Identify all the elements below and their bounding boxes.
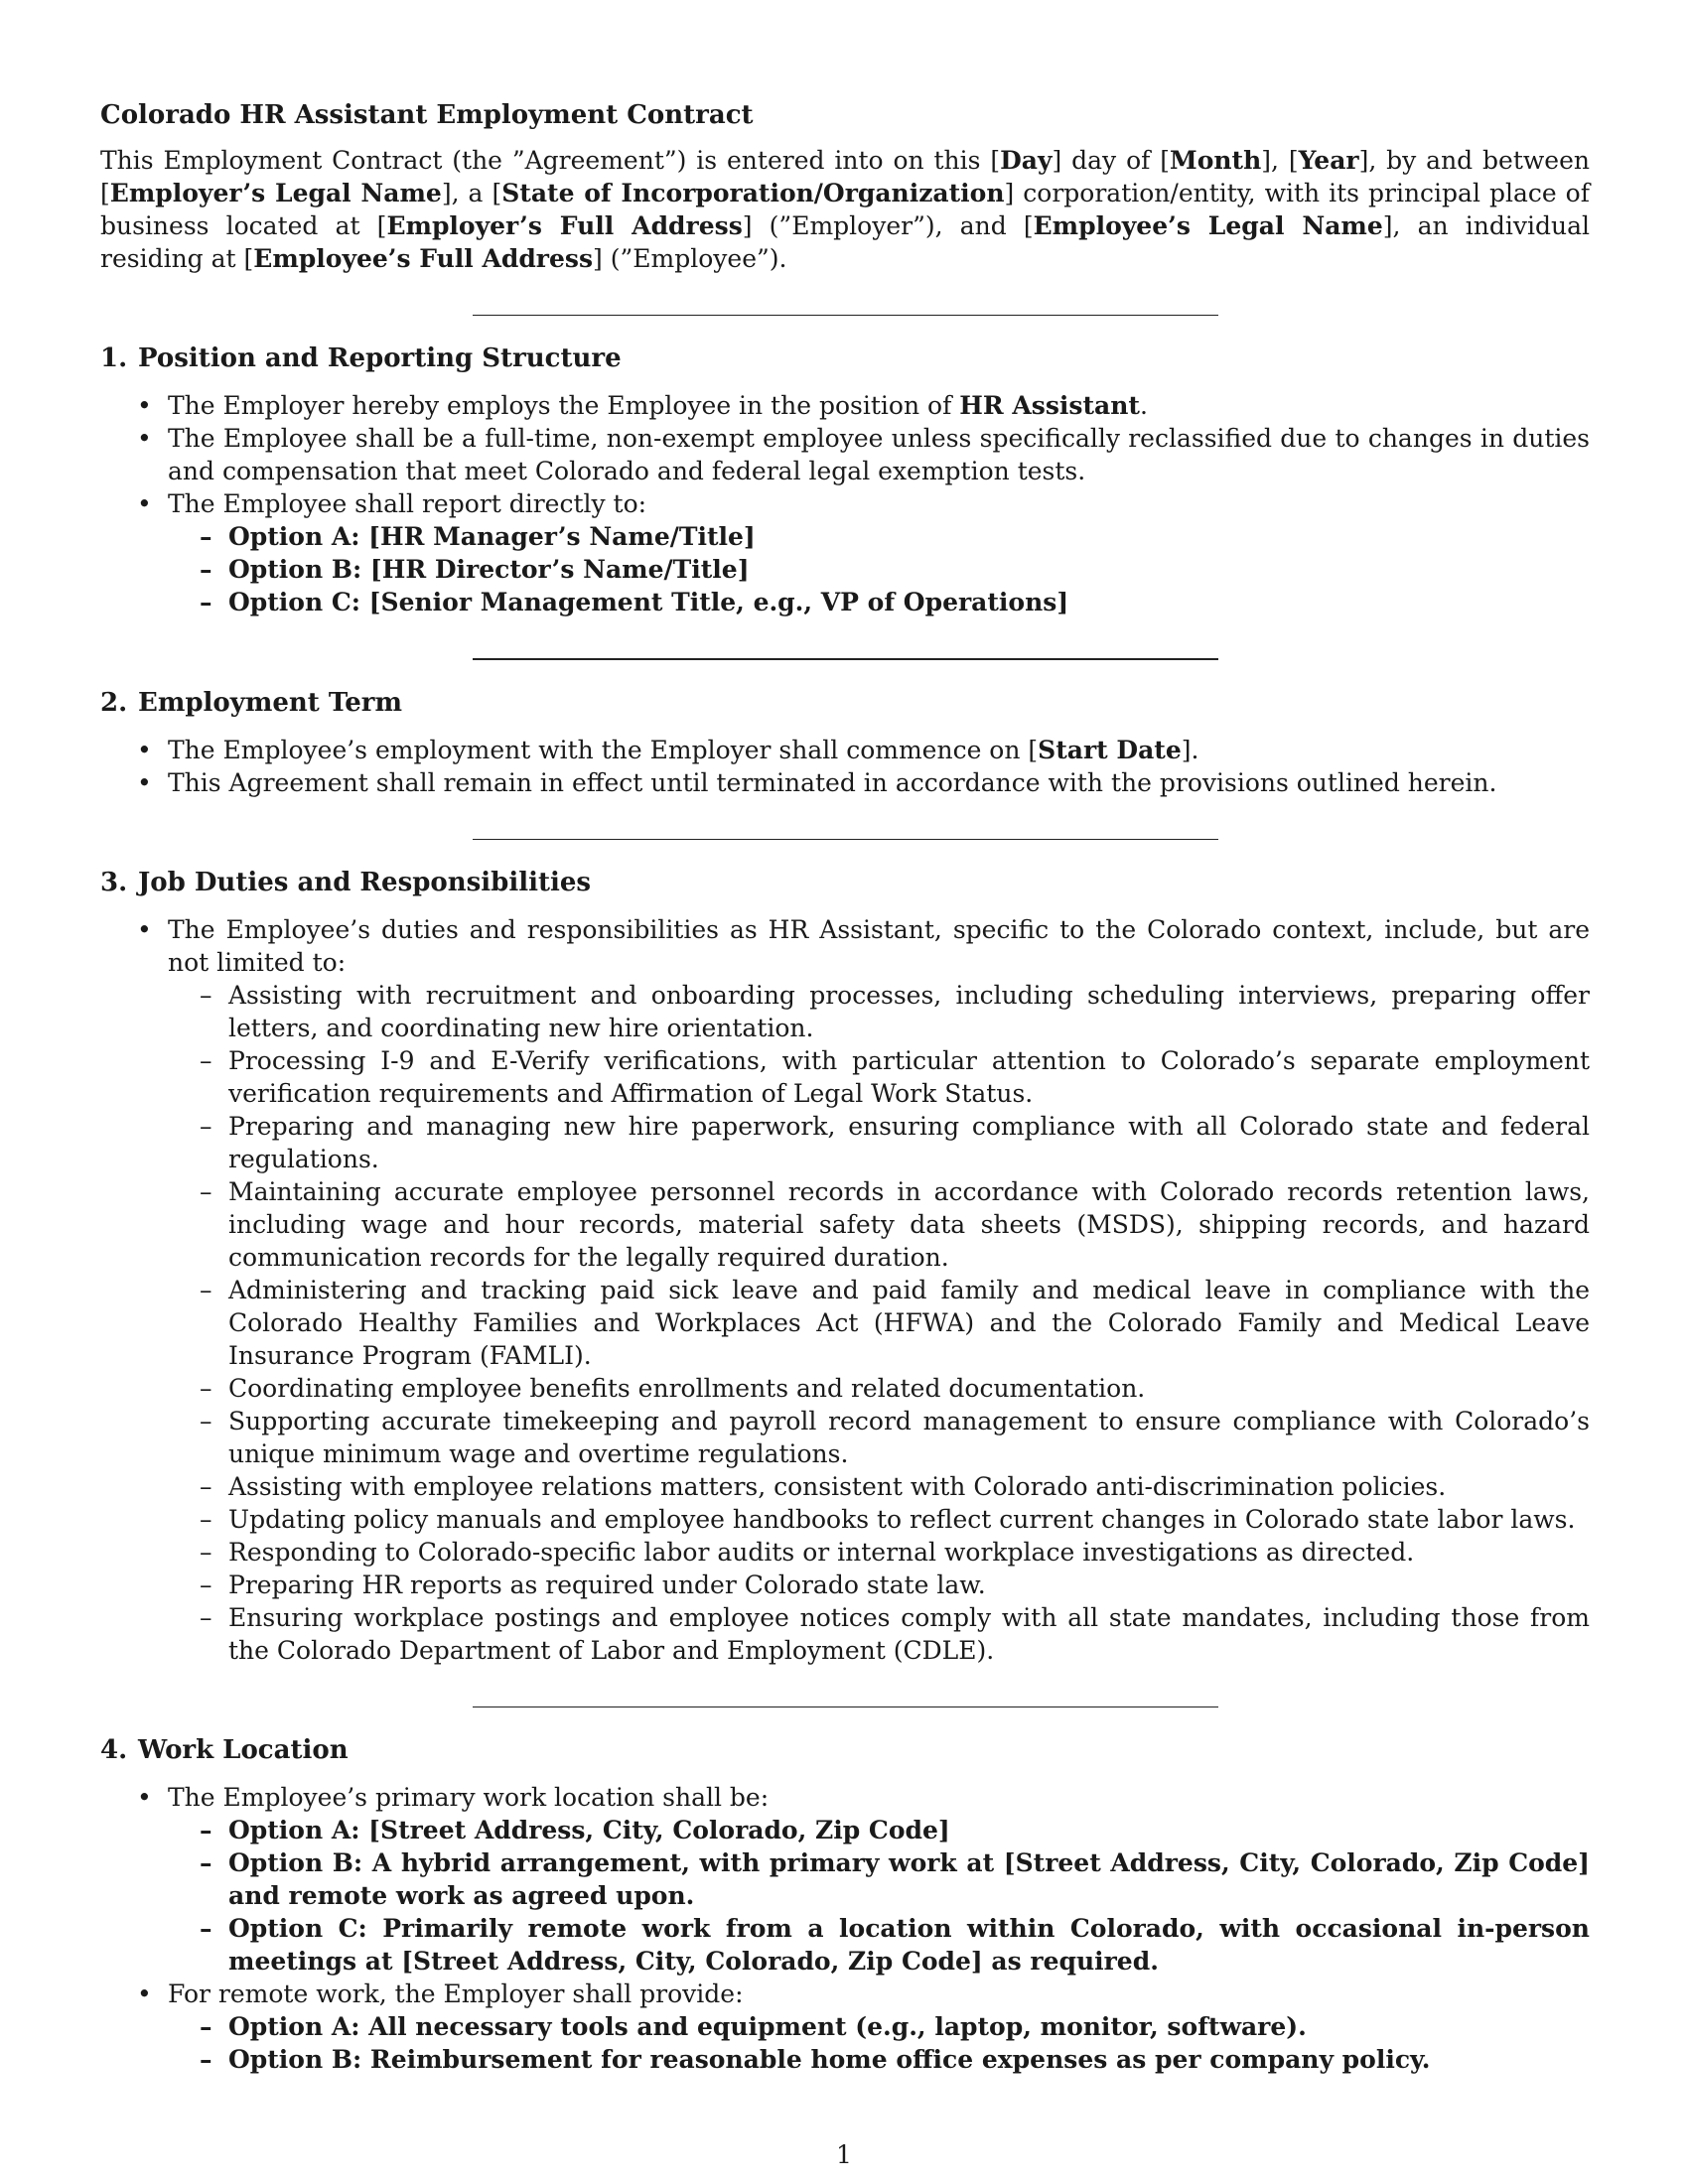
intro-paragraph: This Employment Contract (the ”Agreement”) is entered into on this [Day] day of [Month], [Year], by and between [Employer’s Legal Name], a [State of Incorporation/Organization] corporation/entity, with its principal place of business located at [Employer’s Full Address] (”Employer”), and [Employee’s Legal Name], an individual residing at [Employee’s Full Address] (”Employee”). <box>100 146 1590 273</box>
page-number: 1 <box>836 2140 852 2169</box>
document-page <box>100 99 1590 2076</box>
duty-item: – Maintaining accurate employee personnel records in accordance with Colorado records retention laws, including wage and hour records, material safety data sheets (MSDS), shipping records, and hazard communication records for the legally required duration. <box>168 1175 1590 1274</box>
location-option-a: – Option A: [Street Address, City, Colorado, Zip Code] <box>168 1814 1590 1846</box>
duty-item: – Administering and tracking paid sick leave and paid family and medical leave in compliance with the Colorado Healthy Families and Workplaces Act (HFWA) and the Colorado Family and Medical Leave Insurance Program (FAMLI). <box>168 1274 1590 1372</box>
list-item: • The Employee’s primary work location shall be: – Option A: [Street Address, City, Colorado, Zip Code] – Option B: A hybrid arrangement, with primary work at [Street Address, City, Colorado, Zip Code] and remote work as agreed upon. – Option C: Primarily remote work from a location within Colorado, with occasional in-person meetings at [Street Address, City, Colorado, Zip Code] as required. <box>100 1781 1590 1978</box>
duty-item: – Preparing HR reports as required under Colorado state law. <box>168 1569 1590 1601</box>
list-item: • The Employee shall be a full-time, non-exempt employee unless specifically reclassified due to changes in duties and compensation that meet Colorado and federal legal exemption tests. <box>100 422 1590 487</box>
section-heading: 1. Position and Reporting Structure <box>100 343 622 373</box>
section-duties <box>100 867 1590 1667</box>
list-item: • This Agreement shall remain in effect until terminated in accordance with the provisions outlined herein. <box>100 766 1590 799</box>
reporting-option-c: – Option C: [Senior Management Title, e.g., VP of Operations] <box>168 586 1590 618</box>
section-heading: 3. Job Duties and Responsibilities <box>100 868 592 897</box>
section-divider <box>473 1706 1218 1707</box>
reporting-option-b: – Option B: [HR Director’s Name/Title] <box>168 553 1590 586</box>
section-divider <box>473 315 1218 316</box>
section-position <box>100 342 1590 618</box>
section-divider <box>473 839 1218 840</box>
list-item: • The Employee’s duties and responsibilities as HR Assistant, specific to the Colorado context, include, but are not limited to: – Assisting with recruitment and onboarding processes, including scheduling interviews, preparing offer letters, and coordinating new hire orientation. – Processing I-9 and E-Verify verifications, with particular attention to Colorado’s separate employment verification requirements and Affirmation of Legal Work Status. – Preparing and managing new hire paperwork, ensuring compliance with all Colorado state and federal regulations. – Maintaining accurate employee personnel records in accordance with Colorado records retention laws, including wage and hour records, material safety data sheets (MSDS), shipping records, and hazard communication records for the legally required duration. – Administering and tracking paid sick leave and paid family and medical leave in compliance with the Colorado Healthy Families and Workplaces Act (HFWA) and the Colorado Family and Medical Leave Insurance Program (FAMLI). – Coordinating employee benefits enrollments and related documentation. – Supporting accurate timekeeping and payroll record management to ensure compliance with Colorado’s unique minimum wage and overtime regulations. – Assisting with employee relations matters, consistent with Colorado anti-discrimination policies. – Updating policy manuals and employee handbooks to reflect current changes in Colorado state labor laws. – Responding to Colorado-specific labor audits or internal workplace investigations as directed. – Preparing HR reports as required under Colorado state law. – Ensuring workplace postings and employee notices comply with all state mandates, including those from the Colorado Department of Labor and Employment (CDLE). <box>100 913 1590 1667</box>
reporting-option-a: – Option A: [HR Manager’s Name/Title] <box>168 520 1590 553</box>
section-heading: 2. Employment Term <box>100 688 402 718</box>
duty-item: – Supporting accurate timekeeping and payroll record management to ensure compliance with Colorado’s unique minimum wage and overtime regulations. <box>168 1405 1590 1470</box>
list-item: • The Employer hereby employs the Employee in the position of HR Assistant. <box>100 389 1590 422</box>
duty-item: – Preparing and managing new hire paperwork, ensuring compliance with all Colorado state and federal regulations. <box>168 1110 1590 1175</box>
remote-option-a: – Option A: All necessary tools and equipment (e.g., laptop, monitor, software). <box>168 2010 1590 2043</box>
duty-item: – Processing I-9 and E-Verify verifications, with particular attention to Colorado’s separate employment verification requirements and Affirmation of Legal Work Status. <box>168 1044 1590 1110</box>
duty-item: – Ensuring workplace postings and employee notices comply with all state mandates, including those from the Colorado Department of Labor and Employment (CDLE). <box>168 1601 1590 1667</box>
section-divider <box>473 658 1218 660</box>
duty-item: – Coordinating employee benefits enrollments and related documentation. <box>168 1372 1590 1405</box>
list-item: • The Employee’s employment with the Employer shall commence on [Start Date]. <box>100 734 1590 766</box>
document-title: Colorado HR Assistant Employment Contract <box>100 100 754 130</box>
list-item: • The Employee shall report directly to: – Option A: [HR Manager’s Name/Title] – Option B: [HR Director’s Name/Title] – Option C: [Senior Management Title, e.g., VP of Operations] <box>100 487 1590 618</box>
duty-item: – Responding to Colorado-specific labor audits or internal workplace investigations as directed. <box>168 1536 1590 1569</box>
remote-option-b: – Option B: Reimbursement for reasonable home office expenses as per company policy. <box>168 2043 1590 2076</box>
location-option-b: – Option B: A hybrid arrangement, with primary work at [Street Address, City, Colorado, Zip Code] and remote work as agreed upon. <box>168 1846 1590 1912</box>
duty-item: – Assisting with recruitment and onboarding processes, including scheduling interviews, preparing offer letters, and coordinating new hire orientation. <box>168 979 1590 1044</box>
duty-item: – Updating policy manuals and employee handbooks to reflect current changes in Colorado state labor laws. <box>168 1503 1590 1536</box>
section-location <box>100 1734 1590 2076</box>
list-item: • For remote work, the Employer shall provide: – Option A: All necessary tools and equipment (e.g., laptop, monitor, software). – Option B: Reimbursement for reasonable home office expenses as per company policy. <box>100 1978 1590 2076</box>
section-term <box>100 687 1590 799</box>
location-option-c: – Option C: Primarily remote work from a location within Colorado, with occasional in-person meetings at [Street Address, City, Colorado, Zip Code] as required. <box>168 1912 1590 1978</box>
duty-item: – Assisting with employee relations matters, consistent with Colorado anti-discrimination policies. <box>168 1470 1590 1503</box>
section-heading: 4. Work Location <box>100 1735 349 1765</box>
